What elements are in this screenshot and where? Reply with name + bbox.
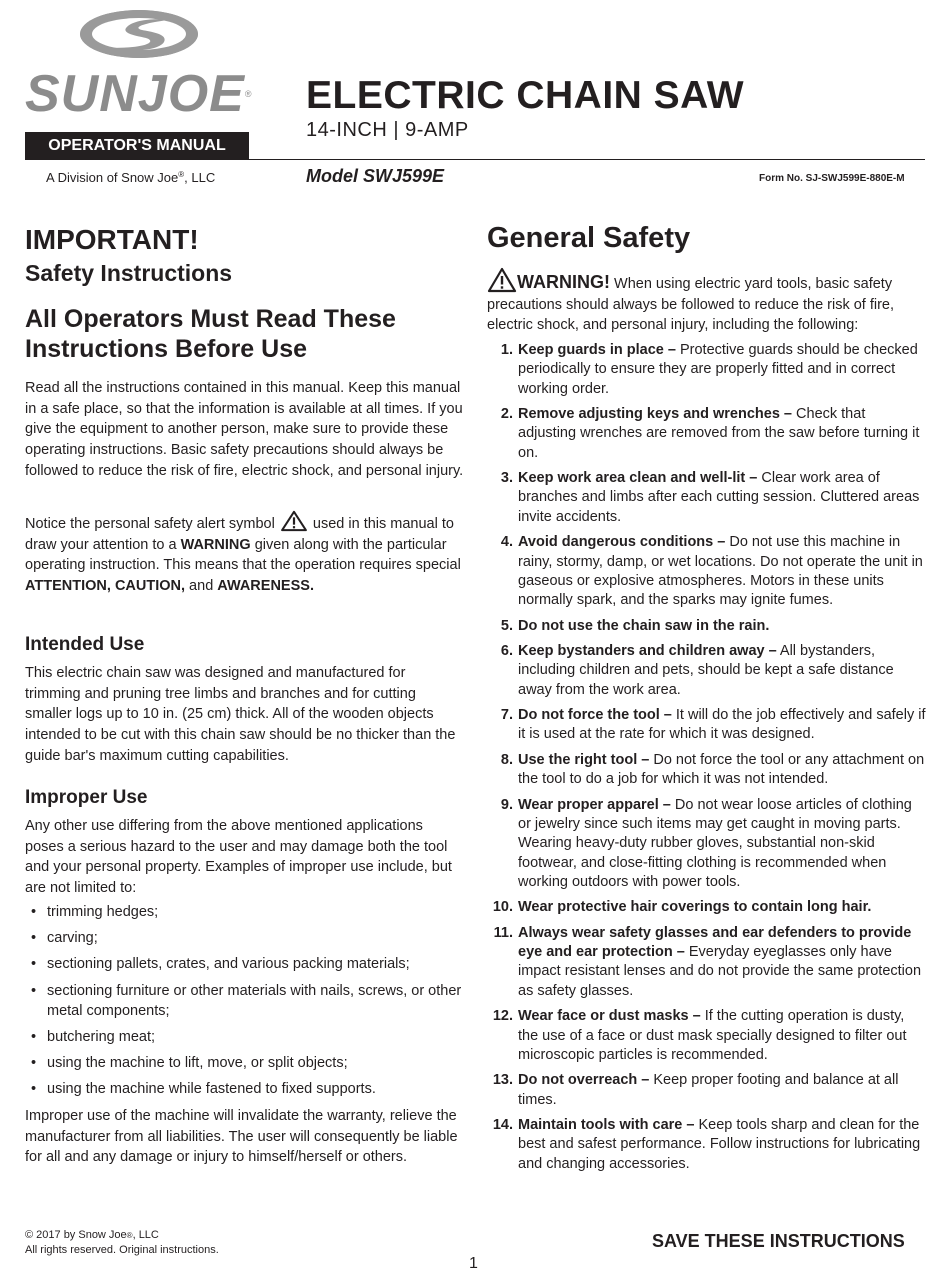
safety-rules-list	[487, 341, 927, 1180]
list-item: 4. Avoid dangerous conditions – Do not use this machine in rainy, stormy, damp, or wet locations. Do not operate the unit in gaseous or explosive atmospheres. Motors in these units normally spark, and the sparks may ignite fumes.	[500, 534, 923, 609]
alert-symbol-paragraph: Notice the personal safety alert symbol used in this manual to draw your attention to a WARNING given along with the particular operating instruction. This means that the operation requires special ATTENTION, CAUTION, and AWARENESS.	[25, 510, 465, 597]
important-heading: IMPORTANT!	[25, 224, 199, 255]
list-item: 14. Maintain tools with care – Keep tools sharp and clean for the best and safest performance. Follow instructions for lubricating and changing accessories.	[492, 1117, 921, 1172]
improper-use-text: Any other use differing from the above mentioned applications poses a serious hazard to the user and may damage both the tool and your personal property. Examples of improper use include, but are not limited to:	[25, 818, 452, 897]
intro-paragraph: Read all the instructions contained in this manual. Keep this manual in a safe place, so that the information is available at all times. If you give the equipment to another person, make sure to provide these operating instructions. Basic safety precautions should always be followed to reduce the risk of fire, electric shock, and personal injury.	[25, 380, 464, 479]
list-item: 1. Keep guards in place – Protective guards should be checked periodically to ensure they are properly fitted and in correct working order.	[500, 342, 918, 397]
warning-triangle-icon	[487, 267, 517, 293]
list-item: 6. Keep bystanders and children away – All bystanders, including children and pets, should be kept a safe distance away from the work area.	[500, 643, 894, 698]
warning-paragraph: WARNING! When using electric yard tools, basic safety precautions should always be followed to reduce the risk of fire, electric shock, and personal injury, including the following:	[487, 267, 927, 336]
sunjoe-logo-mark	[80, 10, 198, 58]
list-item: 13. Do not overreach – Keep proper footing and balance at all times.	[492, 1072, 899, 1108]
model-number: Model SWJ599E	[306, 166, 445, 186]
form-number: Form No. SJ-SWJ599E-880E-M	[759, 173, 905, 184]
improper-use-list	[25, 902, 465, 1106]
header-divider	[25, 159, 925, 160]
list-item: • carving;	[31, 930, 98, 947]
list-item: • using the machine to lift, move, or split objects;	[31, 1055, 348, 1072]
general-safety-heading: General Safety	[487, 222, 691, 254]
improper-use-closing: Improper use of the machine will invalidate the warranty, relieve the manufacturer from all liabilities. The user will consequently be liable for all and any damage or injury to himself/herself or others.	[25, 1108, 458, 1166]
page-number: 1	[469, 1255, 478, 1272]
warning-triangle-icon	[279, 510, 309, 532]
safety-instructions-heading: Safety Instructions	[25, 260, 233, 286]
list-item: • trimming hedges;	[31, 904, 159, 920]
list-item: 7. Do not force the tool – It will do the job effectively and safely if it is used at the rate for which it was designed.	[500, 707, 926, 743]
document-subtitle: 14-INCH | 9-AMP	[306, 119, 469, 141]
list-item: 11. Always wear safety glasses and ear defenders to provide eye and ear protection – Everyday eyeglasses only have impact resistant lenses and do not provide the same protection as safety glasses.	[493, 924, 922, 999]
operators-manual-label: OPERATOR'S MANUAL	[25, 132, 249, 159]
list-item: 9. Wear proper apparel – Do not wear loose articles of clothing or jewelry since such items may get caught in moving parts. Wearing heavy-duty rubber gloves, substantial non-skid footwear, and close-fitting clothing is recommended when working outdoors with power tools.	[500, 796, 912, 890]
list-item: 2. Remove adjusting keys and wrenches – Check that adjusting wrenches are removed from the saw before turning it on.	[500, 406, 920, 461]
list-item: • sectioning pallets, crates, and various packing materials;	[31, 956, 410, 973]
list-item: 5. Do not use the chain saw in the rain.	[500, 617, 770, 634]
list-item: • using the machine while fastened to fixed supports.	[31, 1081, 376, 1098]
division-line: A Division of Snow Joe®, LLC	[46, 170, 216, 185]
intended-use-text: This electric chain saw was designed and manufactured for trimming and pruning tree limbs and branches and for cutting smaller logs up to 10 in. (25 cm) thick. All of the wooden objects intended to be cut with this chain saw should be no thicker than the guide bar's maximum cutting capabilities.	[25, 665, 456, 764]
all-operators-heading: All Operators Must Read These Instructions Before Use	[25, 305, 396, 363]
document-title: ELECTRIC CHAIN SAW	[306, 74, 744, 117]
list-item: 12. Wear face or dust masks – If the cutting operation is dusty, the use of a face or dust mask specially designed to filter out microscopic particles is recommended.	[492, 1008, 907, 1063]
list-item: • butchering meat;	[31, 1029, 156, 1046]
list-item: • sectioning furniture or other materials with nails, screws, or other metal components;	[31, 982, 462, 1019]
copyright-notice: © 2017 by Snow Joe®, LLC All rights reserved. Original instructions.	[25, 1229, 219, 1256]
list-item: 3. Keep work area clean and well-lit – Clear work area of branches and limbs after each cutting session. Cluttered areas invite accidents.	[500, 470, 920, 525]
list-item: 10. Wear protective hair coverings to contain long hair.	[492, 899, 872, 916]
intended-use-heading: Intended Use	[25, 634, 145, 655]
brand-wordmark: SUNJOE®	[25, 65, 253, 123]
list-item: 8. Use the right tool – Do not force the tool or any attachment on the tool to do a job for which it was not intended.	[500, 751, 925, 788]
save-instructions-label: SAVE THESE INSTRUCTIONS	[652, 1231, 905, 1251]
improper-use-heading: Improper Use	[25, 787, 148, 808]
